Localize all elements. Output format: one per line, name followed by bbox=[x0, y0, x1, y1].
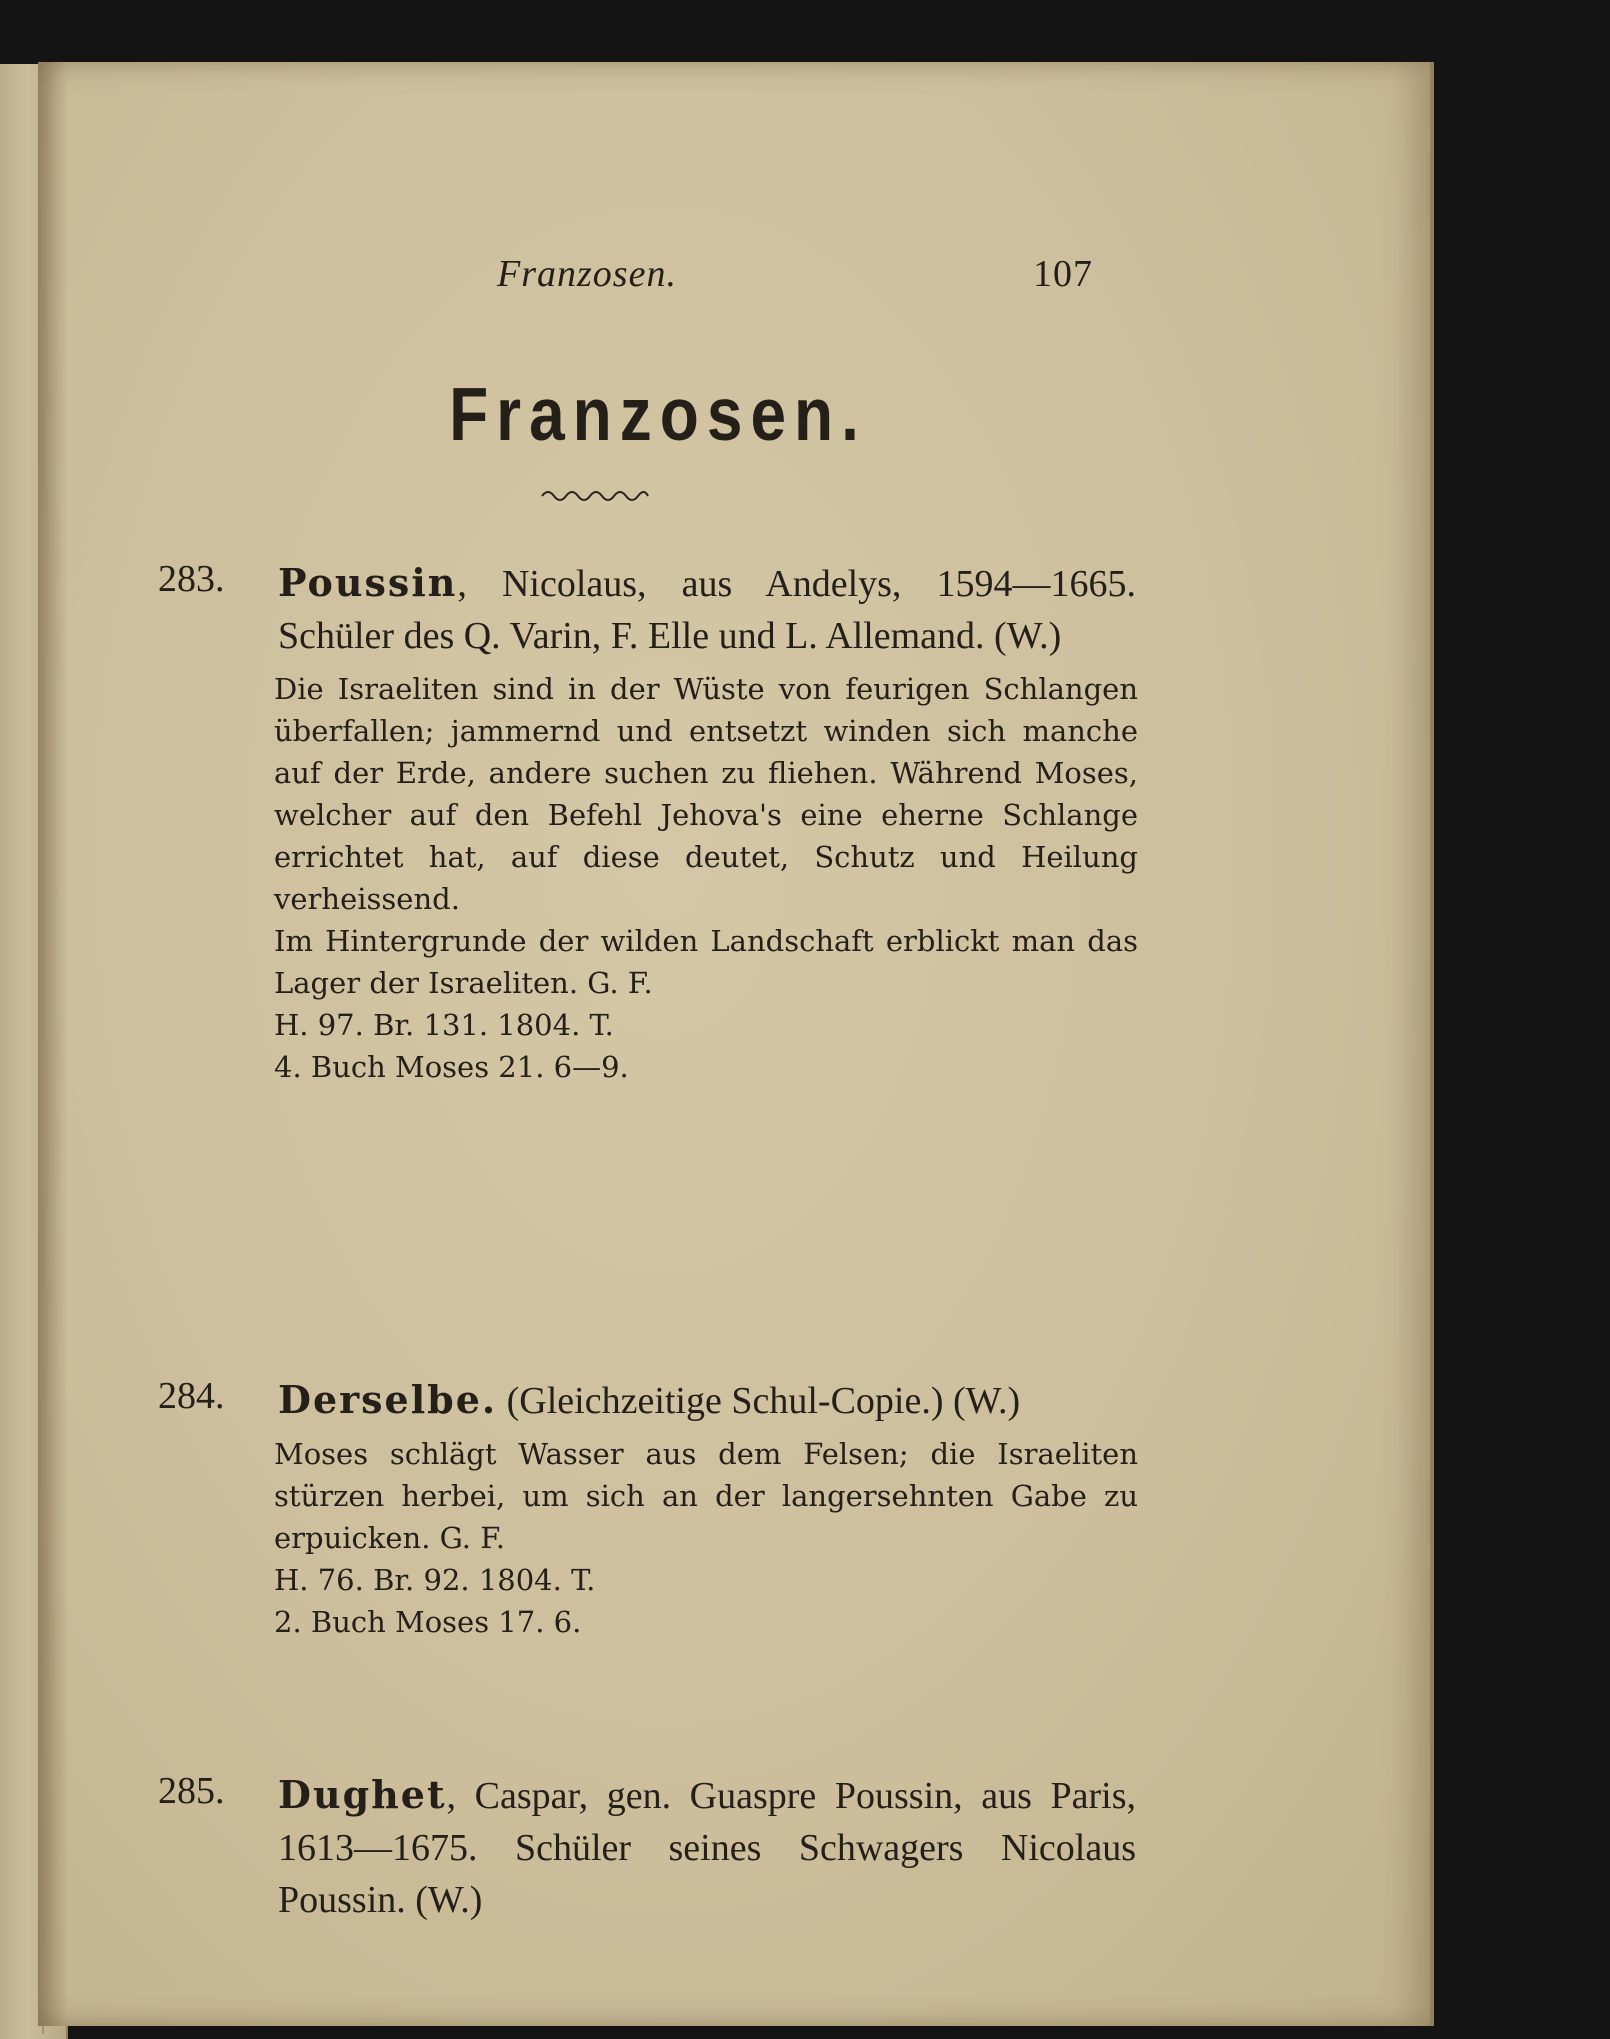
artist-name: Poussin bbox=[278, 560, 458, 605]
artist-details: , Nicolaus, aus Andelys, 1594—1665. Schüler des Q. Varin, F. Elle und L. Allemand. (W.) bbox=[278, 563, 1136, 657]
entry-description bbox=[274, 1433, 1138, 1643]
section-title: Franzosen. bbox=[449, 371, 867, 457]
description-text: Die Israeliten sind in der Wüste von feurigen Schlangen überfallen; jammernd und entsetzt winden sich manche auf der Erde, andere suchen zu fliehen. Während Moses, welcher auf den Befehl Jehova's eine eherne Schlange errichtet hat, auf diese deutet, Schutz und Heilung verheissend. bbox=[274, 672, 1138, 916]
entry-number: 283. bbox=[158, 558, 225, 600]
entry-number: 284. bbox=[158, 1375, 225, 1417]
running-head bbox=[158, 172, 1143, 295]
artist-details: , Caspar, gen. Guaspre Poussin, aus Paris, 1613—1675. Schüler seines Schwagers Nicolaus Poussin. (W.) bbox=[278, 1775, 1136, 1921]
entry-heading bbox=[278, 1769, 1136, 1926]
description-text-2: Im Hintergrunde der wilden Landschaft erblickt man das Lager der Israeliten. G. F. bbox=[274, 924, 1138, 1000]
dimensions: H. 76. Br. 92. 1804. T. bbox=[274, 1563, 596, 1597]
artist-name: Dughet bbox=[278, 1772, 447, 1817]
bible-reference: 2. Buch Moses 17. 6. bbox=[274, 1605, 582, 1639]
book-page bbox=[38, 62, 1434, 2026]
description-text: Moses schlägt Wasser aus dem Felsen; die Israeliten stürzen herbei, um sich an der langersehnten Gabe zu erpuicken. G. F. bbox=[274, 1437, 1138, 1555]
page-number: 107 bbox=[1033, 253, 1093, 295]
text-block bbox=[158, 172, 1143, 1921]
bible-reference: 4. Buch Moses 21. 6—9. bbox=[274, 1050, 629, 1084]
artist-name: Derselbe. bbox=[278, 1377, 498, 1422]
dimensions: H. 97. Br. 131. 1804. T. bbox=[274, 1008, 614, 1042]
catalog-entry-284 bbox=[158, 1374, 1143, 1643]
entry-heading bbox=[278, 557, 1136, 662]
artist-details: (Gleichzeitige Schul-Copie.) (W.) bbox=[497, 1380, 1021, 1422]
ornament-rule-icon bbox=[540, 484, 650, 504]
entry-heading bbox=[278, 1374, 1136, 1427]
running-head-title: Franzosen. bbox=[497, 253, 677, 295]
entry-number: 285. bbox=[158, 1770, 225, 1812]
catalog-entry-285 bbox=[158, 1769, 1143, 1926]
entry-description bbox=[274, 668, 1138, 1088]
catalog-entry-283 bbox=[158, 557, 1143, 1088]
